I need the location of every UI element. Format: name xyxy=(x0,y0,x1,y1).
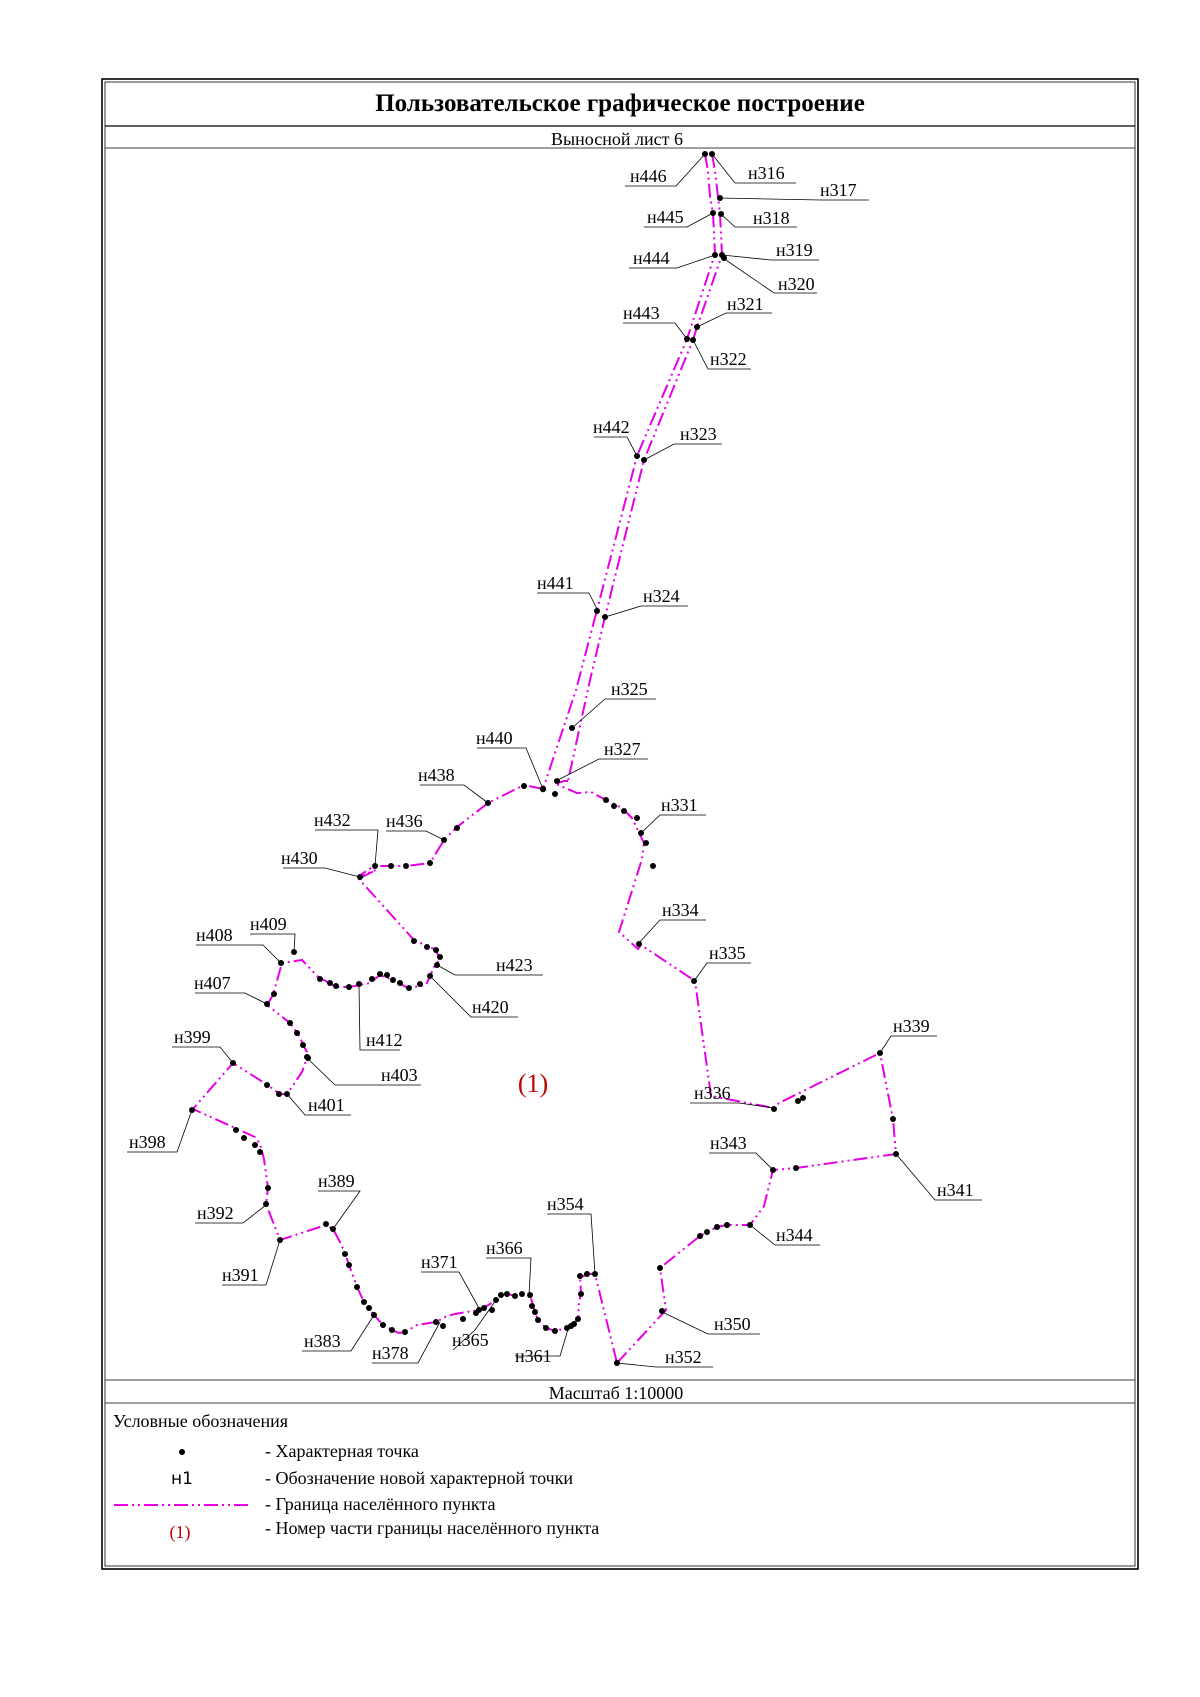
label-n412: н412 xyxy=(366,1030,403,1050)
label-n321: н321 xyxy=(727,294,764,314)
label-n444: н444 xyxy=(633,248,670,268)
point xyxy=(793,1165,799,1171)
leader-n443 xyxy=(623,323,687,339)
label-n341: н341 xyxy=(937,1180,974,1200)
label-n443: н443 xyxy=(623,303,660,323)
point xyxy=(454,825,460,831)
label-n407: н407 xyxy=(194,973,231,993)
point xyxy=(577,1273,583,1279)
label-n442: н442 xyxy=(593,417,630,437)
point xyxy=(342,1251,348,1257)
point xyxy=(512,1293,518,1299)
point xyxy=(241,1135,247,1141)
label-n392: н392 xyxy=(197,1203,234,1223)
legend-part-text: - Номер части границы населённого пункта xyxy=(265,1518,600,1538)
sheet-outer-frame xyxy=(102,79,1138,1569)
point xyxy=(346,1262,352,1268)
leader-n371 xyxy=(421,1272,480,1310)
leader-n399 xyxy=(172,1047,233,1063)
point xyxy=(411,938,417,944)
point xyxy=(554,778,560,784)
point xyxy=(552,1328,558,1334)
point xyxy=(552,791,558,797)
label-n343: н343 xyxy=(710,1133,747,1153)
point xyxy=(437,954,443,960)
point xyxy=(535,1317,541,1323)
label-n344: н344 xyxy=(776,1225,813,1245)
point xyxy=(377,971,383,977)
leader-n323 xyxy=(644,444,722,460)
point xyxy=(389,1327,395,1333)
point xyxy=(287,1020,293,1026)
label-n318: н318 xyxy=(753,208,790,228)
point xyxy=(433,1319,439,1325)
label-n336: н336 xyxy=(694,1083,731,1103)
label-n441: н441 xyxy=(537,573,574,593)
point xyxy=(403,863,409,869)
leader-n339 xyxy=(880,1036,937,1053)
point xyxy=(257,1149,263,1155)
label-n403: н403 xyxy=(381,1065,418,1085)
point xyxy=(233,1127,239,1133)
point xyxy=(650,863,656,869)
point xyxy=(424,944,430,950)
point xyxy=(643,840,649,846)
point xyxy=(427,860,433,866)
sheet-name: Выносной лист 6 xyxy=(551,129,683,149)
leader-n324 xyxy=(605,606,688,617)
part-number-label: (1) xyxy=(517,1069,549,1098)
point xyxy=(543,1325,549,1331)
leader-n408 xyxy=(196,945,281,963)
label-n432: н432 xyxy=(314,810,351,830)
label-n371: н371 xyxy=(421,1252,458,1272)
point xyxy=(305,1055,311,1061)
point xyxy=(417,981,423,987)
leader-n354 xyxy=(547,1214,595,1274)
label-n354: н354 xyxy=(547,1194,584,1214)
label-n440: н440 xyxy=(476,728,513,748)
label-n365: н365 xyxy=(452,1330,489,1350)
point xyxy=(390,977,396,983)
label-n398: н398 xyxy=(129,1132,166,1152)
point xyxy=(657,1265,663,1271)
label-n324: н324 xyxy=(643,586,680,606)
point xyxy=(294,1030,300,1036)
legend-point-symbol xyxy=(179,1449,185,1455)
label-n445: н445 xyxy=(647,207,684,227)
point xyxy=(724,1222,730,1228)
label-n383: н383 xyxy=(304,1331,341,1351)
point xyxy=(704,1229,710,1235)
leader-n441 xyxy=(537,593,598,611)
leader-n436 xyxy=(386,831,444,840)
label-n420: н420 xyxy=(472,997,509,1017)
point xyxy=(369,976,375,982)
label-n335: н335 xyxy=(709,943,746,963)
point xyxy=(584,1271,590,1277)
point xyxy=(890,1116,896,1122)
point xyxy=(397,980,403,986)
point xyxy=(327,980,333,986)
label-n399: н399 xyxy=(174,1027,211,1047)
point xyxy=(519,1291,525,1297)
point xyxy=(361,1299,367,1305)
label-n331: н331 xyxy=(661,795,698,815)
point xyxy=(384,972,390,978)
label-n322: н322 xyxy=(710,349,747,369)
point xyxy=(406,985,412,991)
label-n327: н327 xyxy=(604,739,641,759)
point xyxy=(380,1322,386,1328)
point xyxy=(346,984,352,990)
point xyxy=(527,1292,533,1298)
point xyxy=(621,808,627,814)
label-n438: н438 xyxy=(418,765,455,785)
point xyxy=(489,1307,495,1313)
leader-n438 xyxy=(420,785,488,803)
leader-n430 xyxy=(283,868,360,877)
point xyxy=(697,1233,703,1239)
legend-point-text: - Характерная точка xyxy=(265,1441,419,1461)
point xyxy=(388,863,394,869)
legend-boundary-text: - Граница населённого пункта xyxy=(265,1494,496,1514)
page-title: Пользовательское графическое построение xyxy=(375,90,865,117)
point xyxy=(636,941,642,947)
label-n361: н361 xyxy=(515,1346,552,1366)
point xyxy=(795,1098,801,1104)
label-n316: н316 xyxy=(748,163,785,183)
label-n323: н323 xyxy=(680,424,717,444)
boundary-loop-east xyxy=(556,781,896,1363)
point xyxy=(276,1091,282,1097)
point xyxy=(771,1106,777,1112)
characteristic-points xyxy=(189,151,899,1366)
point xyxy=(323,1221,329,1227)
point xyxy=(504,1291,510,1297)
label-n325: н325 xyxy=(611,679,648,699)
point xyxy=(271,991,277,997)
leader-n331 xyxy=(641,815,706,833)
leader-n407 xyxy=(195,993,267,1004)
leader-n321 xyxy=(697,313,772,327)
leader-n409 xyxy=(250,934,295,952)
map-scale: Масштаб 1:10000 xyxy=(548,1383,684,1403)
label-n391: н391 xyxy=(222,1265,259,1285)
leader-n432 xyxy=(315,830,378,866)
leader-n366 xyxy=(486,1258,531,1295)
label-n366: н366 xyxy=(486,1238,523,1258)
point xyxy=(634,815,640,821)
label-n430: н430 xyxy=(281,848,318,868)
label-n408: н408 xyxy=(196,925,233,945)
point xyxy=(521,783,527,789)
label-n339: н339 xyxy=(893,1016,930,1036)
leader-n440 xyxy=(477,748,543,789)
label-n334: н334 xyxy=(662,900,699,920)
label-n378: н378 xyxy=(372,1343,409,1363)
point xyxy=(571,1321,577,1327)
leader-n442 xyxy=(594,437,637,456)
point xyxy=(366,1305,372,1311)
leader-n343 xyxy=(709,1153,773,1170)
point xyxy=(603,797,609,803)
point xyxy=(263,1201,269,1207)
label-n319: н319 xyxy=(776,240,813,260)
point xyxy=(800,1095,806,1101)
point xyxy=(252,1142,258,1148)
point xyxy=(714,1224,720,1230)
label-n317: н317 xyxy=(820,180,857,200)
point xyxy=(433,947,439,953)
point xyxy=(498,1292,504,1298)
label-n409: н409 xyxy=(250,914,287,934)
label-n401: н401 xyxy=(308,1095,345,1115)
label-leaders xyxy=(127,154,982,1367)
point xyxy=(300,1042,306,1048)
label-n436: н436 xyxy=(386,811,423,831)
label-n352: н352 xyxy=(665,1347,702,1367)
legend-title: Условные обозначения xyxy=(113,1411,289,1431)
point xyxy=(440,1323,446,1329)
label-n320: н320 xyxy=(778,274,815,294)
settlement-boundary xyxy=(193,154,896,1363)
legend-code-sample: н1 xyxy=(171,1469,193,1489)
point xyxy=(264,1082,270,1088)
point xyxy=(578,1291,584,1297)
sheet-inner-frame xyxy=(105,82,1135,1566)
point xyxy=(611,803,617,809)
legend-code-text: - Обозначение новой характерной точки xyxy=(265,1468,574,1488)
point xyxy=(575,1316,581,1322)
label-n389: н389 xyxy=(318,1171,355,1191)
label-n350: н350 xyxy=(714,1314,751,1334)
point xyxy=(402,1329,408,1335)
point xyxy=(460,1316,466,1322)
leader-n334 xyxy=(638,920,706,944)
label-n446: н446 xyxy=(630,166,667,186)
point xyxy=(532,1309,538,1315)
legend-part-sample: (1) xyxy=(169,1522,191,1542)
point xyxy=(481,1305,487,1311)
point xyxy=(265,1185,271,1191)
point xyxy=(529,1303,535,1309)
point xyxy=(354,1284,360,1290)
point xyxy=(317,976,323,982)
leader-n335 xyxy=(694,963,751,981)
point xyxy=(333,983,339,989)
label-n423: н423 xyxy=(496,955,533,975)
